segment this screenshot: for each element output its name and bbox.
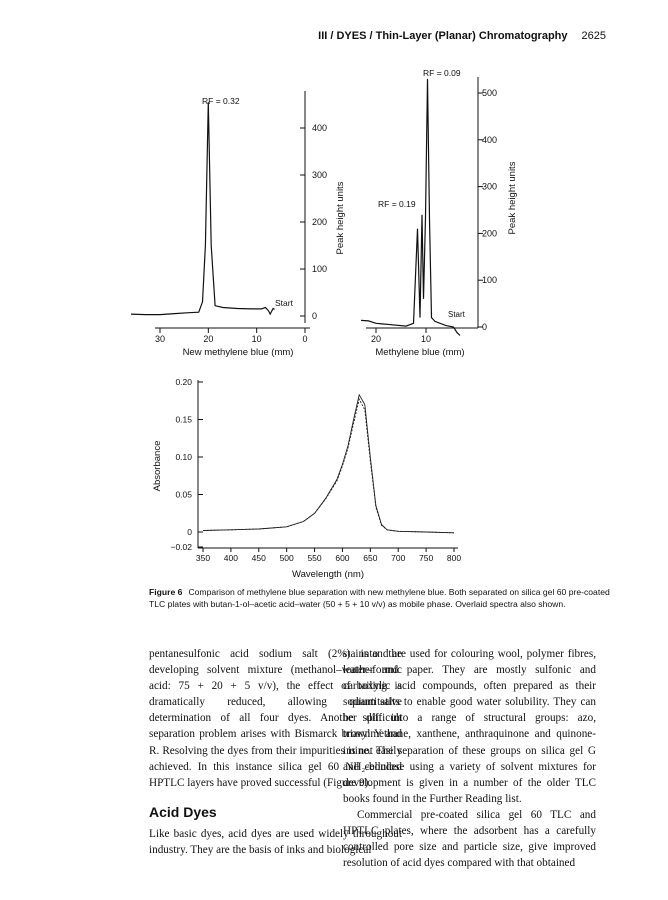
chart-c-series-line-1 [203, 395, 454, 533]
chart-b-y-tick-label: 200 [482, 228, 498, 239]
chart-c-x-tick-label: 800 [446, 553, 462, 563]
chart-c-x-tick-label: 550 [307, 553, 322, 563]
chart-a-x-tick-label: 30 [154, 334, 166, 344]
chart-c-x-label: Wavelength (nm) [292, 569, 364, 580]
body-paragraph: Commercial pre-coated silica gel 60 TLC and HPTLC plates, where the adsorbent has a carefully controlled pore size and particle size, give improved resolution of acid dyes compared with that obtained [343, 808, 596, 870]
chart-a-x-tick-label: 20 [203, 334, 214, 344]
chart-c-y-label: Absorbance [152, 440, 163, 492]
chart-b-annotation-rf-009: RF = 0.09 [423, 68, 461, 78]
figure-caption-text: Comparison of methylene blue separation with new methylene blue. Both separated on silica gel 60 pre-coated TLC plates with butan-1-ol–acetic acid–water (50 + 5 + 10 v/v) as mobile phase. Overlaid spectra also shown. [149, 587, 610, 609]
right-column [343, 646, 596, 871]
figure-caption-label: Figure 6 [149, 587, 183, 597]
chart-c-x-tick-label: 750 [419, 553, 434, 563]
chart-b-annotation-start: Start [448, 310, 465, 319]
chart-a-annotation-rf: RF = 0.32 [202, 96, 240, 106]
section-heading-acid-dyes: Acid Dyes [149, 803, 217, 820]
chart-c-x-tick-label: 500 [279, 553, 294, 563]
chart-methylene-blue [361, 68, 518, 358]
chart-a-y-tick-label: 200 [312, 217, 328, 227]
chart-a-x-tick-label: 0 [302, 334, 308, 344]
chart-a-y-tick-label: 400 [312, 123, 328, 133]
figure-caption [149, 587, 611, 610]
chart-b-y-tick-label: 0 [482, 322, 488, 332]
chart-b-y-tick-label: 100 [482, 275, 498, 286]
chart-a-y-tick-label: 100 [312, 264, 328, 274]
body-paragraph: Like basic dyes, acid dyes are used widely throughout industry. They are the basis of inks and biological [149, 827, 402, 857]
chart-c-x-tick-label: 350 [195, 553, 211, 563]
chart-c-y-tick-label: 0.05 [175, 489, 192, 500]
chart-c-x-tick-label: 700 [391, 553, 406, 563]
page-number: 2625 [581, 30, 606, 42]
body-paragraph: pentanesulfonic acid sodium salt (2%) into the developing solvent mixture (methanol–water–formic acid: 75 + 20 + 5 v/v), the effect of tailing is dramatically reduced, allowing quantitative determination of all four dyes. Another difficult separation problem arises with Bismarck brown Y and R. Resolving the dyes from their impurities is not easily achieved. In this instance silica gel 60 NH₂-bonded HPTLC layers have proved successful (Figure 9). [149, 648, 402, 789]
running-title: III / DYES / Thin-Layer (Planar) Chromatography [318, 30, 568, 42]
chart-a-y-tick-label: 300 [312, 170, 328, 180]
chart-b-annotation-rf-019: RF = 0.19 [378, 199, 416, 209]
chart-b-x-label: Methylene blue (mm) [375, 347, 465, 358]
chart-b-y-label: Peak height units [507, 161, 518, 235]
chart-a-x-label: New methylene blue (mm) [182, 347, 294, 358]
chart-c-x-tick-label: 600 [335, 553, 350, 563]
chart-b-y-tick-label: 500 [482, 88, 498, 98]
chart-absorbance-spectra [152, 377, 461, 580]
chart-a-y-tick-label: 0 [312, 311, 318, 321]
chart-c-x-tick-label: 400 [223, 553, 238, 563]
chart-b-x-tick-label: 20 [370, 334, 382, 344]
chart-b-y-tick-label: 300 [482, 181, 498, 192]
body-paragraph: stains and are used for colouring wool, polymer fibres, leather and paper. They are mostly sulfonic and carboxylic acid compounds, often prepared as their sodium salts to enable good water solubility. They can be split into a range of structural groups: azo, triarylmethane, xanthene, anthraquinone and quinone-imine. The separation of these groups on silica gel G and cellulose using a variety of solvent mixtures for development is given in a number of the older TLC books found in the Further Reading list. [343, 648, 596, 805]
chart-new-methylene-blue [131, 91, 346, 358]
chart-c-y-tick-label: 0 [187, 527, 192, 537]
chart-c-y-tick-label: 0.20 [175, 377, 192, 387]
chart-c-y-tick-label: 0.15 [175, 414, 192, 425]
chart-a-series-line [131, 102, 275, 314]
chart-c-y-tick-label: 0.10 [175, 452, 192, 462]
chart-c-x-tick-label: 650 [363, 553, 378, 563]
chart-a-annotation-start: Start [275, 298, 293, 308]
chart-a-y-label: Peak height units [335, 181, 346, 255]
chart-c-x-tick-label: 450 [251, 553, 266, 563]
chart-c-y-tick-label: −0.02 [170, 542, 192, 552]
chart-b-x-tick-label: 10 [420, 334, 432, 344]
chart-c-series-line-2 [203, 399, 454, 533]
chart-b-y-tick-label: 400 [482, 134, 498, 145]
chart-a-x-tick-label: 10 [251, 334, 262, 344]
